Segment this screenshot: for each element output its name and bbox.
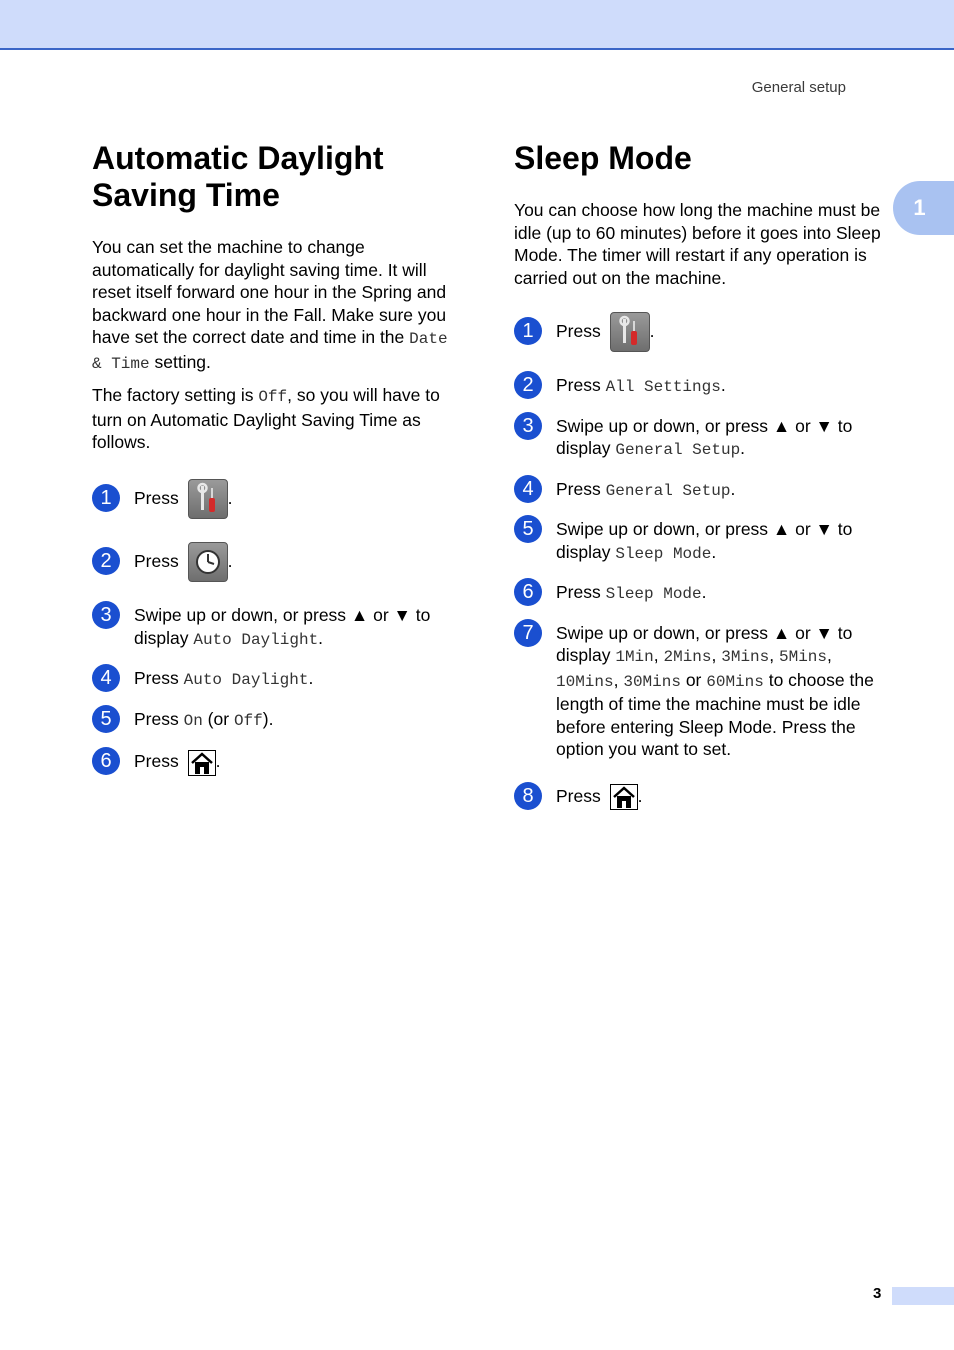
step: 1 Press .: [92, 478, 464, 519]
step: 4 Press General Setup.: [514, 478, 886, 503]
step: 6 Press .: [92, 748, 464, 775]
step-number: 3: [514, 412, 542, 440]
section-title-daylight: Automatic Daylight Saving Time: [92, 140, 384, 213]
step-number: 8: [514, 782, 542, 810]
step-number: 4: [514, 475, 542, 503]
step-number: 1: [514, 317, 542, 345]
step-number: 1: [92, 484, 120, 512]
step-number: 5: [514, 515, 542, 543]
chapter-tab: 1: [893, 181, 954, 235]
step-number: 5: [92, 705, 120, 733]
intro-paragraph: You can set the machine to change automatically for daylight saving time. It will reset itself forward one hour in the Spring and backward one hour in the Fall. Make sure you have set the correct date and time in the Date & Time setting.: [92, 237, 448, 373]
step: 4 Press Auto Daylight.: [92, 667, 464, 692]
top-band: [0, 0, 954, 50]
home-icon: [188, 750, 216, 776]
step-number: 6: [92, 747, 120, 775]
step: 2 Press .: [92, 541, 464, 582]
daylight-steps: [92, 478, 464, 776]
step-number: 6: [514, 578, 542, 606]
step-number: 7: [514, 619, 542, 647]
step: 2 Press All Settings.: [514, 374, 886, 399]
step: 1 Press .: [514, 311, 886, 352]
step: 5 Swipe up or down, or press ▲ or ▼ to display Sleep Mode.: [514, 518, 886, 565]
settings-tools-icon: [610, 312, 650, 352]
running-head: General setup: [751, 79, 846, 96]
step: 6 Press Sleep Mode.: [514, 581, 886, 606]
right-column: [514, 140, 886, 826]
section-title-sleep: Sleep Mode: [514, 140, 692, 176]
step: 5 Press On (or Off).: [92, 708, 464, 733]
page-number-bar: [892, 1287, 954, 1305]
step-number: 3: [92, 601, 120, 629]
sleep-intro-paragraph: You can choose how long the machine must be idle (up to 60 minutes) before it goes into Sleep Mode. The timer will restart if any operation is carried out on the machine.: [514, 200, 881, 288]
settings-tools-icon: [188, 479, 228, 519]
step: 3 Swipe up or down, or press ▲ or ▼ to display General Setup.: [514, 415, 886, 462]
step: 7 Swipe up or down, or press ▲ or ▼ to display 1Min, 2Mins, 3Mins, 5Mins, 10Mins, 30Mins or 60Mins to choose the length of time the machine must be idle before entering Sleep Mode. Press the option you want to set.: [514, 622, 886, 761]
clock-icon: [188, 542, 228, 582]
step: 8 Press .: [514, 783, 886, 810]
home-icon: [610, 784, 638, 810]
step-number: 2: [92, 547, 120, 575]
factory-setting-paragraph: The factory setting is Off, so you will have to turn on Automatic Daylight Saving Time as follows.: [92, 385, 440, 452]
step: 3 Swipe up or down, or press ▲ or ▼ to display Auto Daylight.: [92, 604, 464, 651]
step-number: 4: [92, 664, 120, 692]
sleep-steps: [514, 311, 886, 810]
step-number: 2: [514, 371, 542, 399]
page-number: 3: [873, 1285, 882, 1302]
left-column: [92, 140, 464, 792]
